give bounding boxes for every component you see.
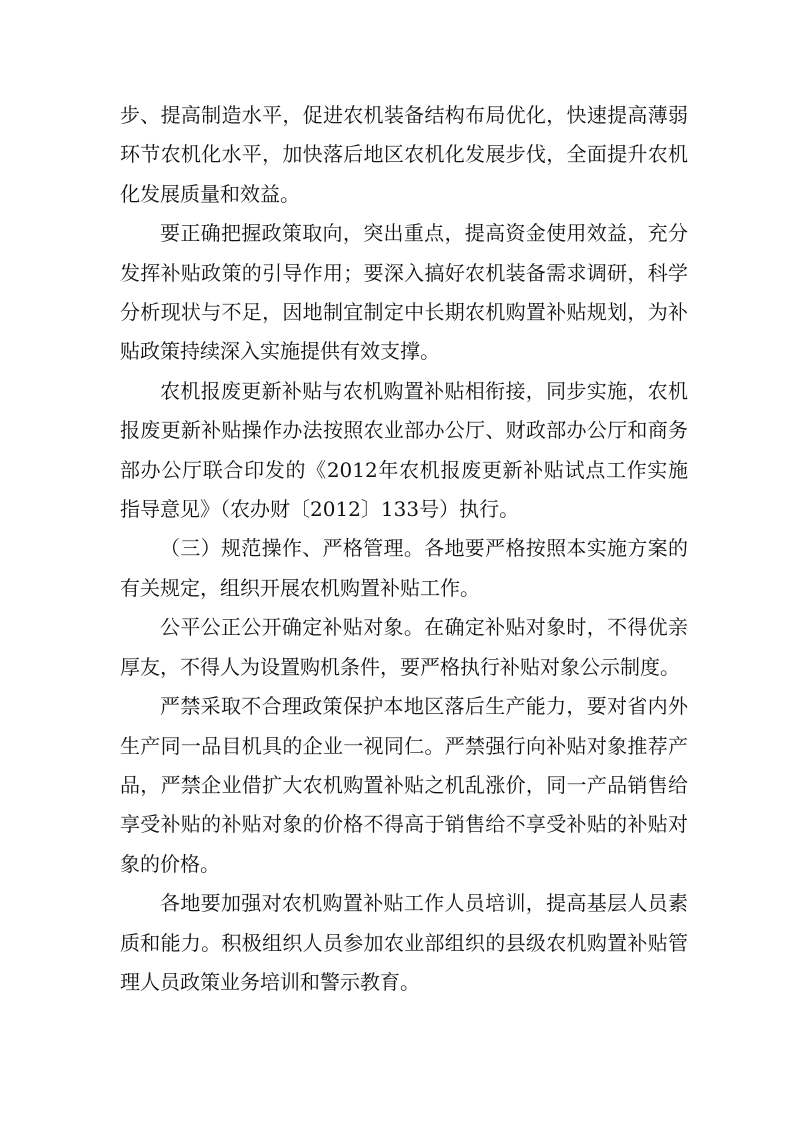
paragraph-prohibitions: 严禁采取不合理政策保护本地区落后生产能力，要对省内外生产同一品目机具的企业一视同仁。严禁强行向补贴对象推荐产品，严禁企业借扩大农机购置补贴之机乱涨价，同一产品销售给享受补贴的补贴对象的价格不得高于销售给不享受补贴的补贴对象的价格。 (120, 694, 688, 876)
paragraph-policy-orientation: 要正确把握政策取向，突出重点，提高资金使用效益，充分发挥补贴政策的引导作用；要深入搞好农机装备需求调研，科学分析现状与不足，因地制宜制定中长期农机购置补贴规划，为补贴政策持续深入实施提供有效支撑。 (120, 221, 688, 364)
paragraph-continuation: 步、提高制造水平，促进农机装备结构布局优化，快速提高薄弱环节农机化水平，加快落后地区农机化发展步伐，全面提升农机化发展质量和效益。 (120, 103, 688, 206)
document-body (120, 96, 688, 1002)
paragraph-scrap-renewal-subsidy: 农机报废更新补贴与农机购置补贴相衔接，同步实施，农机报废更新补贴操作办法按照农业部办公厅、财政部办公厅和商务部办公厅联合印发的《2012年农机报废更新补贴试点工作实施指导意见》（农办财〔2012〕133号）执行。 (120, 378, 688, 522)
paragraph-staff-training: 各地要加强对农机购置补贴工作人员培训，提高基层人员素质和能力。积极组织人员参加农业部组织的县级农机购置补贴管理人员政策业务培训和警示教育。 (120, 891, 688, 994)
paragraph-section-three-heading: （三）规范操作、严格管理。各地要严格按照本实施方案的有关规定，组织开展农机购置补贴工作。 (120, 536, 688, 600)
paragraph-subsidy-recipients: 公平公正公开确定补贴对象。在确定补贴对象时，不得优亲厚友，不得人为设置购机条件，要严格执行补贴对象公示制度。 (120, 615, 688, 679)
